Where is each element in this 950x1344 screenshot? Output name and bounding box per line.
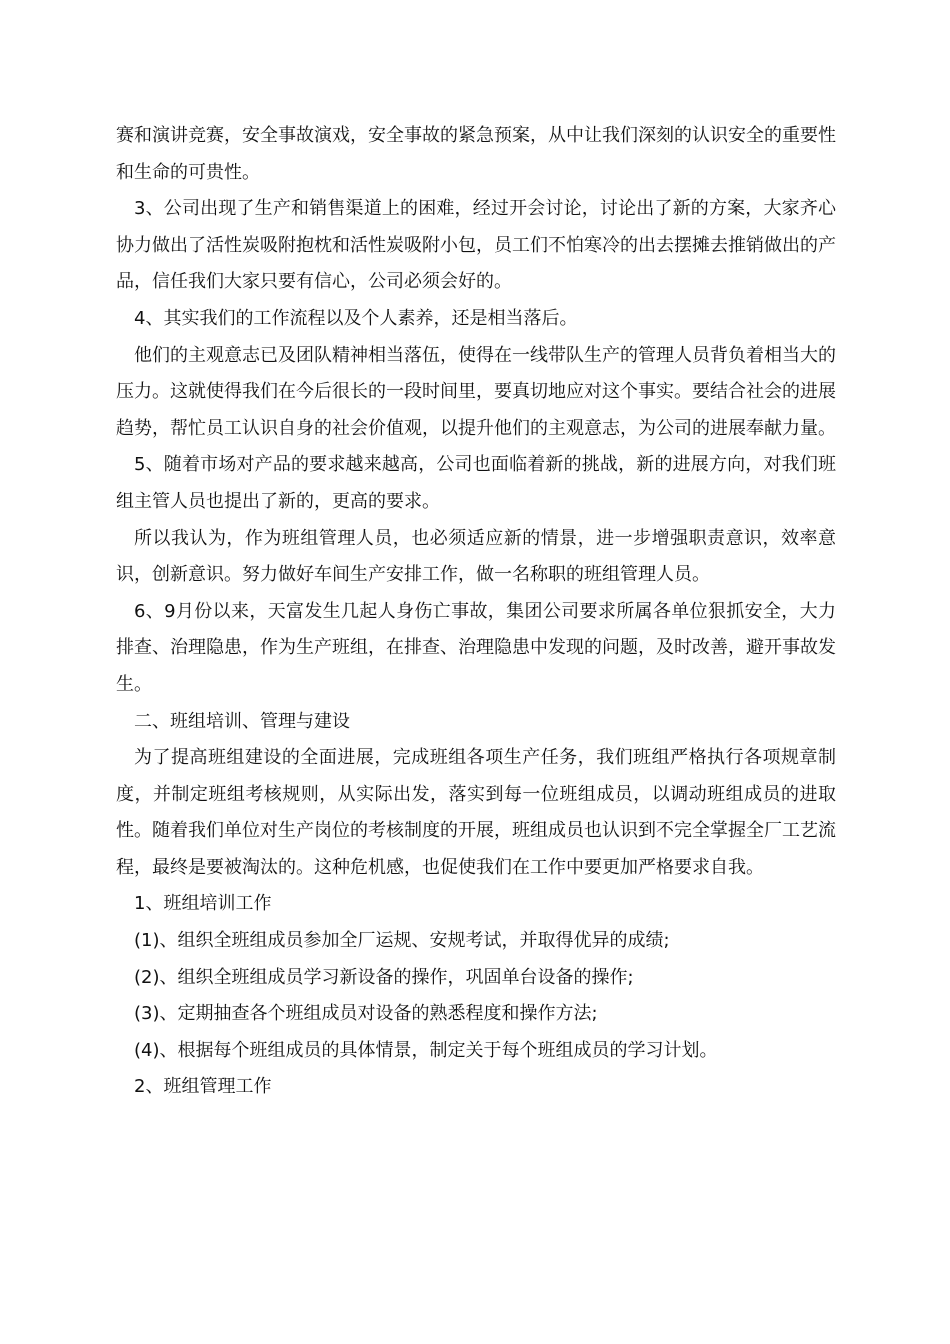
document-body (116, 118, 836, 1106)
paragraph-responsibility: 所以我认为，作为班组管理人员，也必须适应新的情景，进一步增强职责意识，效率意识，创新意识。努力做好车间生产安排工作，做一名称职的班组管理人员。 (116, 527, 836, 586)
list-item: (3)、定期抽查各个班组成员对设备的熟悉程度和操作方法; (134, 1003, 598, 1025)
paragraph-team-spirit: 他们的主观意志已及团队精神相当落伍，使得在一线带队生产的管理人员背负着相当大的压力。这就使得我们在今后很长的一段时间里，要真切地应对这个事实。要结合社会的进展趋势，帮忙员工认识自身的社会价值观，以提升他们的主观意志，为公司的进展奉献力量。 (116, 344, 836, 439)
list-item: (1)、组织全班组成员参加全厂运规、安规考试，并取得优异的成绩; (134, 930, 670, 952)
section-heading-training: 二、班组培训、管理与建设 (134, 710, 350, 732)
paragraph-continuation: 赛和演讲竞赛，安全事故演戏，安全事故的紧急预案，从中让我们深刻的认识安全的重要性和生命的可贵性。 (116, 125, 836, 183)
list-item: (2)、组织全班组成员学习新设备的操作，巩固单台设备的操作; (134, 966, 634, 988)
subheading-management-work: 2、班组管理工作 (134, 1076, 272, 1098)
paragraph-item-4: 4、其实我们的工作流程以及个人素养，还是相当落后。 (134, 307, 578, 329)
paragraph-item-5: 5、随着市场对产品的要求越来越高，公司也面临着新的挑战，新的进展方向，对我们班组主管人员也提出了新的，更高的要求。 (116, 454, 836, 512)
paragraph-team-building: 为了提高班组建设的全面进展，完成班组各项生产任务，我们班组严格执行各项规章制度，并制定班组考核规则，从实际出发，落实到每一位班组成员，以调动班组成员的进取性。随着我们单位对生产岗位的考核制度的开展，班组成员也认识到不完全掌握全厂工艺流程，最终是要被淘汰的。这种危机感，也促使我们在工作中要更加严格要求自我。 (116, 747, 836, 878)
paragraph-item-6: 6、9月份以来，天富发生几起人身伤亡事故，集团公司要求所属各单位狠抓安全，大力排查、治理隐患，作为生产班组，在排查、治理隐患中发现的问题，及时改善，避开事故发生。 (116, 600, 836, 695)
paragraph-item-3: 3、公司出现了生产和销售渠道上的困难，经过开会讨论，讨论出了新的方案，大家齐心协力做出了活性炭吸附抱枕和活性炭吸附小包，员工们不怕寒冷的出去摆摊去推销做出的产品，信任我们大家只要有信心，公司必须会好的。 (116, 198, 836, 293)
subheading-training-work: 1、班组培训工作 (134, 893, 272, 915)
list-item: (4)、根据每个班组成员的具体情景，制定关于每个班组成员的学习计划。 (134, 1039, 718, 1061)
